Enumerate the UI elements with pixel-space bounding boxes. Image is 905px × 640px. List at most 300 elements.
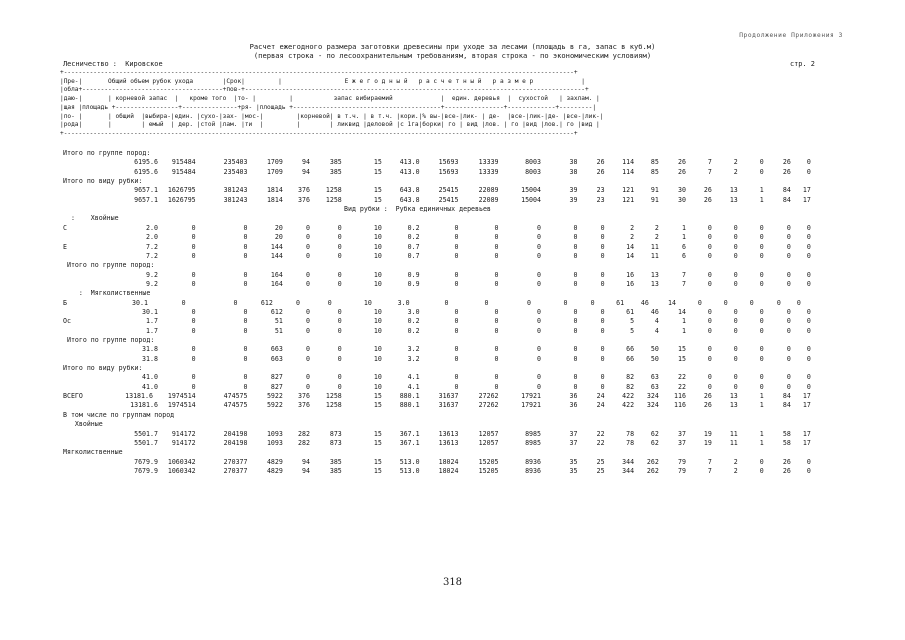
table-cell: 376 — [298, 195, 310, 204]
table-cell: 0 — [723, 298, 728, 307]
table-cell: 85 — [650, 167, 659, 176]
table-row — [0, 327, 905, 336]
table-cell: 0 — [494, 307, 499, 316]
table-cell: 5 — [630, 317, 635, 326]
table-row — [0, 299, 905, 308]
table-cell: 1974514 — [167, 401, 196, 410]
table-cell: 10 — [373, 223, 382, 232]
table-header-line: |рода| | | емый | дер. |стой |лам. |ти | | | ликвид |деловой |с 1га|борки| го | вид |лов. | го |вид |лов.| го |вид | — [60, 121, 600, 129]
table-cell: 0 — [337, 251, 342, 260]
table-cell: 0 — [573, 373, 578, 382]
table-cell: 827 — [270, 382, 283, 391]
table-cell: 46 — [650, 307, 659, 316]
table-cell: 37 — [677, 438, 686, 447]
table-cell: 0 — [454, 307, 459, 316]
document-subtitle: (первая строка - по лесоохранительным требованиям, вторая строка - по экономическим условиям) — [253, 51, 652, 60]
table-cell: 915484 — [171, 167, 196, 176]
table-cell: 0 — [786, 382, 791, 391]
table-cell: 0 — [454, 223, 459, 232]
table-cell: 0 — [759, 167, 764, 176]
table-cell: 116 — [674, 401, 686, 410]
table-cell: 1 — [759, 186, 764, 195]
table-row — [0, 168, 905, 177]
table-cell: 13 — [650, 279, 659, 288]
table-cell: 9657.1 — [134, 186, 158, 195]
table-cell: 0 — [454, 270, 459, 279]
table-row — [0, 458, 905, 467]
table-cell: 4.1 — [407, 373, 420, 382]
table-cell: 10 — [373, 242, 382, 251]
table-cell: 0 — [786, 326, 791, 335]
table-cell: 17 — [802, 401, 811, 410]
row-label: Хвойные — [63, 420, 103, 429]
table-cell: 10 — [373, 382, 382, 391]
table-cell: 0 — [191, 345, 196, 354]
table-cell: 37 — [569, 429, 578, 438]
table-cell: 51 — [274, 317, 283, 326]
table-row — [0, 401, 905, 410]
table-cell: 0 — [536, 382, 541, 391]
table-cell: 0 — [590, 298, 595, 307]
table-cell: 114 — [622, 167, 635, 176]
table-cell: 914172 — [171, 429, 196, 438]
table-cell: 0 — [454, 326, 459, 335]
table-cell: 474575 — [223, 392, 248, 401]
table-row — [0, 252, 905, 261]
table-cell: 15693 — [438, 167, 459, 176]
table-cell: 13339 — [478, 167, 499, 176]
row-label: Е — [63, 242, 67, 251]
table-cell: 3.0 — [407, 307, 420, 316]
table-cell: 6 — [681, 251, 686, 260]
table-cell: 12057 — [478, 438, 499, 447]
table-row — [0, 430, 905, 439]
table-cell: 0 — [536, 345, 541, 354]
table-cell: 0 — [337, 373, 342, 382]
table-cell: 0 — [600, 242, 605, 251]
table-cell: 0 — [759, 158, 764, 167]
table-cell: 20 — [274, 223, 283, 232]
table-cell: 144 — [270, 251, 283, 260]
table-cell: 0 — [786, 223, 791, 232]
table-cell: 0 — [806, 233, 811, 242]
table-cell: 0 — [759, 382, 764, 391]
table-cell: 0 — [454, 242, 459, 251]
table-cell: 1 — [681, 326, 686, 335]
table-cell: 84 — [782, 392, 791, 401]
table-cell: 7.2 — [146, 242, 158, 251]
table-cell: 11 — [650, 251, 659, 260]
table-cell: 0 — [806, 345, 811, 354]
table-cell: 62 — [650, 429, 659, 438]
table-cell: 0 — [243, 223, 248, 232]
table-cell: 0 — [573, 345, 578, 354]
forestry-name: Кировское — [125, 60, 163, 68]
table-cell: 17 — [802, 438, 811, 447]
table-cell: 26 — [703, 392, 712, 401]
table-cell: 15693 — [438, 158, 459, 167]
table-cell: 84 — [782, 186, 791, 195]
table-cell: 324 — [646, 392, 659, 401]
table-cell: 94 — [302, 466, 310, 475]
table-cell: 25 — [596, 457, 605, 466]
table-cell: 0 — [305, 251, 310, 260]
table-cell: 0 — [733, 307, 738, 316]
table-cell: 13181.6 — [130, 401, 158, 410]
table-header-line: +------------------------------------------------------------------------------------------------------------------------------------------+ — [60, 129, 578, 137]
table-cell: 10 — [373, 326, 382, 335]
table-cell: 6 — [681, 242, 686, 251]
table-cell: 10 — [373, 345, 382, 354]
table-cell: 0.7 — [407, 251, 420, 260]
table-cell: 7679.9 — [134, 457, 158, 466]
table-cell: 10 — [373, 233, 382, 242]
table-cell: 5501.7 — [134, 429, 158, 438]
table-cell: 25415 — [438, 186, 459, 195]
table-cell: 0.2 — [407, 326, 420, 335]
table-cell: 270377 — [223, 457, 248, 466]
table-cell: 0 — [600, 317, 605, 326]
table-cell: 121 — [622, 186, 635, 195]
table-cell: 0 — [191, 270, 196, 279]
table-group-heading — [0, 149, 905, 158]
table-row — [0, 233, 905, 242]
table-cell: 0 — [600, 279, 605, 288]
table-row — [0, 345, 905, 354]
table-cell: 144 — [270, 242, 283, 251]
table-cell: 0 — [806, 242, 811, 251]
table-cell: 4 — [654, 317, 659, 326]
table-cell: 344 — [622, 457, 635, 466]
table-cell: 0 — [305, 373, 310, 382]
table-cell: 0 — [243, 279, 248, 288]
table-cell: 26 — [782, 457, 791, 466]
table-cell: 1060342 — [167, 457, 196, 466]
table-cell: 30.1 — [142, 307, 158, 316]
table-cell: 0 — [806, 457, 811, 466]
row-label: Итого по виду рубки: — [63, 364, 143, 373]
table-cell: 643.8 — [399, 195, 420, 204]
table-group-heading — [0, 177, 905, 186]
table-cell: 1258 — [325, 186, 342, 195]
table-cell: 0 — [733, 345, 738, 354]
table-cell: 0 — [337, 354, 342, 363]
table-cell: 15 — [373, 158, 382, 167]
table-row — [0, 271, 905, 280]
table-group-heading — [0, 205, 905, 214]
table-cell: 15 — [373, 167, 382, 176]
table-cell: 14 — [626, 242, 635, 251]
table-cell: 1626795 — [167, 186, 196, 195]
table-cell: 5922 — [266, 392, 283, 401]
table-cell: 0 — [759, 457, 764, 466]
table-cell: 513.0 — [399, 466, 420, 475]
table-cell: 367.1 — [399, 429, 420, 438]
table-cell: 344 — [622, 466, 635, 475]
table-cell: 63 — [650, 373, 659, 382]
table-cell: 0 — [786, 251, 791, 260]
table-cell: 30 — [677, 195, 686, 204]
row-label: Итого по группе пород: — [63, 149, 151, 157]
table-cell: 0 — [295, 298, 300, 307]
table-cell: 0 — [494, 223, 499, 232]
table-cell: 0 — [191, 223, 196, 232]
table-cell: 15 — [373, 392, 382, 401]
table-cell: 0 — [305, 242, 310, 251]
table-cell: 27262 — [478, 392, 499, 401]
table-cell: 66 — [626, 345, 635, 354]
row-label: : Мягколиственные — [63, 289, 151, 298]
table-cell: 2 — [654, 233, 659, 242]
table-cell: 0 — [536, 326, 541, 335]
table-cell: 0 — [243, 242, 248, 251]
table-cell: 381243 — [223, 186, 248, 195]
table-cell: 26 — [782, 158, 791, 167]
table-header — [60, 69, 603, 139]
table-cell: 0 — [707, 251, 712, 260]
table-cell: 0 — [759, 223, 764, 232]
table-cell: 0.7 — [407, 242, 420, 251]
table-cell: 0 — [327, 298, 332, 307]
table-cell: 0 — [243, 326, 248, 335]
table-cell: 0 — [759, 345, 764, 354]
forestry-label: Лесничество : — [63, 60, 117, 68]
table-cell: 15 — [373, 466, 382, 475]
table-cell: 0 — [573, 251, 578, 260]
table-cell: 0 — [191, 373, 196, 382]
table-cell: 0 — [759, 373, 764, 382]
table-cell: 1 — [681, 317, 686, 326]
table-cell: 0 — [337, 317, 342, 326]
table-cell: 0 — [454, 317, 459, 326]
table-cell: 18024 — [438, 457, 459, 466]
table-cell: 66 — [626, 354, 635, 363]
table-cell: 24 — [596, 401, 605, 410]
table-cell: 0 — [494, 373, 499, 382]
table-cell: 36 — [569, 392, 578, 401]
table-cell: 270377 — [223, 466, 248, 475]
table-cell: 376 — [298, 186, 310, 195]
table-cell: 0 — [494, 345, 499, 354]
table-cell: 25415 — [438, 195, 459, 204]
table-cell: 4829 — [266, 457, 283, 466]
table-cell: 13 — [729, 401, 738, 410]
table-cell: 0 — [600, 251, 605, 260]
table-cell: 13 — [729, 186, 738, 195]
continuation-note: Продолжение Приложения 3 — [739, 32, 843, 39]
table-cell: 58 — [782, 438, 791, 447]
table-cell: 0 — [494, 251, 499, 260]
table-cell: 22089 — [478, 186, 499, 195]
table-cell: 0 — [305, 223, 310, 232]
table-cell: 827 — [270, 373, 283, 382]
table-cell: 116 — [674, 392, 686, 401]
table-cell: 0 — [786, 373, 791, 382]
table-cell: 282 — [298, 438, 310, 447]
table-cell: 0 — [806, 382, 811, 391]
table-cell: 58 — [782, 429, 791, 438]
table-cell: 7 — [681, 270, 686, 279]
table-cell: 0 — [337, 326, 342, 335]
table-cell: 13 — [650, 270, 659, 279]
table-cell: 0 — [536, 354, 541, 363]
table-cell: 2 — [733, 457, 738, 466]
table-row — [0, 158, 905, 167]
table-cell: 0.2 — [407, 233, 420, 242]
table-cell: 0 — [536, 223, 541, 232]
table-cell: 26 — [782, 167, 791, 176]
table-cell: 41.0 — [142, 382, 158, 391]
table-cell: 324 — [646, 401, 659, 410]
table-cell: 4.1 — [407, 382, 420, 391]
table-cell: 15 — [373, 429, 382, 438]
table-cell: 0 — [337, 307, 342, 316]
table-cell: 164 — [270, 270, 283, 279]
table-cell: 0 — [759, 466, 764, 475]
table-cell: 3.2 — [407, 345, 420, 354]
table-cell: 2 — [733, 167, 738, 176]
table-cell: 262 — [646, 466, 659, 475]
table-cell: 0 — [454, 279, 459, 288]
table-cell: 14 — [626, 251, 635, 260]
table-cell: 0 — [707, 279, 712, 288]
table-cell: 12057 — [478, 429, 499, 438]
table-cell: 0 — [191, 354, 196, 363]
table-cell: 31.8 — [142, 345, 158, 354]
table-cell: 0 — [573, 242, 578, 251]
table-cell: 663 — [270, 354, 283, 363]
table-cell: 15 — [373, 438, 382, 447]
table-cell: 0 — [536, 270, 541, 279]
table-cell: 36 — [569, 401, 578, 410]
table-cell: 26 — [596, 158, 605, 167]
table-group-heading — [0, 214, 905, 223]
table-cell: 0 — [305, 345, 310, 354]
table-cell: 0 — [707, 233, 712, 242]
table-cell: 4829 — [266, 466, 283, 475]
table-cell: 26 — [677, 167, 686, 176]
table-group-heading — [0, 289, 905, 298]
table-cell: 7 — [707, 158, 712, 167]
table-cell: 10 — [373, 354, 382, 363]
table-cell: 0 — [759, 279, 764, 288]
table-cell: 0 — [776, 298, 781, 307]
table-cell: 0 — [806, 326, 811, 335]
table-cell: 0 — [759, 307, 764, 316]
table-cell: 0 — [806, 354, 811, 363]
table-cell: 13 — [729, 195, 738, 204]
table-cell: 84 — [782, 195, 791, 204]
table-group-heading — [0, 364, 905, 373]
table-cell: 0 — [707, 373, 712, 382]
table-cell: 0 — [243, 373, 248, 382]
table-cell: 1060342 — [167, 466, 196, 475]
table-cell: 0 — [526, 298, 531, 307]
table-cell: 9657.1 — [134, 195, 158, 204]
table-cell: 0 — [806, 270, 811, 279]
table-cell: 31637 — [438, 392, 459, 401]
table-cell: 0 — [191, 317, 196, 326]
table-cell: 82 — [626, 382, 635, 391]
table-cell: 1 — [681, 223, 686, 232]
row-label: С — [63, 223, 67, 232]
page-number: 318 — [442, 577, 463, 588]
table-cell: 6195.6 — [134, 158, 158, 167]
table-cell: 0 — [454, 345, 459, 354]
table-cell: 0 — [786, 279, 791, 288]
table-cell: 1 — [759, 429, 764, 438]
table-cell: 0 — [707, 345, 712, 354]
table-cell: 0 — [806, 466, 811, 475]
table-cell: 61 — [616, 298, 625, 307]
table-cell: 78 — [626, 438, 635, 447]
table-cell: 15004 — [521, 186, 541, 195]
table-cell: 0 — [191, 233, 196, 242]
sheet-page-label: стр. 2 — [790, 60, 815, 68]
table-cell: 0 — [600, 354, 605, 363]
table-cell: 0 — [494, 270, 499, 279]
table-cell: 15004 — [521, 195, 541, 204]
table-cell: 10 — [373, 270, 382, 279]
table-cell: 873 — [329, 429, 342, 438]
table-cell: 235403 — [223, 158, 248, 167]
table-cell: 0 — [337, 382, 342, 391]
table-cell: 0 — [536, 279, 541, 288]
table-cell: 0 — [494, 382, 499, 391]
table-cell: 15 — [677, 354, 686, 363]
table-cell: 8936 — [525, 466, 541, 475]
table-cell: 15205 — [478, 466, 499, 475]
table-header-line: |Пре-| Общий объем рубок ухода |Срок| | Е ж е г о д н ы й р а с ч е т н ы й р а з м е р | — [60, 77, 585, 85]
table-cell: 0 — [600, 373, 605, 382]
table-cell: 474575 — [223, 401, 248, 410]
table-cell: 84 — [782, 401, 791, 410]
table-cell: 0 — [733, 279, 738, 288]
table-cell: 15205 — [478, 457, 499, 466]
table-cell: 0 — [600, 270, 605, 279]
table-cell: 0 — [243, 354, 248, 363]
table-cell: 0 — [806, 317, 811, 326]
table-row — [0, 317, 905, 326]
table-cell: 91 — [650, 186, 659, 195]
table-cell: 26 — [782, 466, 791, 475]
table-cell: 0 — [573, 279, 578, 288]
table-cell: 663 — [270, 345, 283, 354]
table-cell: 114 — [622, 158, 635, 167]
table-cell: 5 — [630, 326, 635, 335]
table-cell: 14 — [677, 307, 686, 316]
table-cell: 15 — [373, 401, 382, 410]
table-cell: 13613 — [438, 429, 459, 438]
table-cell: 13 — [729, 392, 738, 401]
table-cell: 26 — [596, 167, 605, 176]
table-cell: 0 — [600, 345, 605, 354]
table-cell: 0 — [305, 307, 310, 316]
table-cell: 31.8 — [142, 354, 158, 363]
table-cell: 0 — [243, 270, 248, 279]
table-cell: 25 — [596, 466, 605, 475]
table-cell: 0 — [494, 279, 499, 288]
table-cell: 235403 — [223, 167, 248, 176]
table-cell: 8985 — [525, 429, 541, 438]
table-cell: 1814 — [266, 195, 283, 204]
table-cell: 8003 — [525, 158, 541, 167]
table-cell: 91 — [650, 195, 659, 204]
table-cell: 1.7 — [146, 317, 158, 326]
table-cell: 376 — [298, 392, 310, 401]
table-cell: 0 — [494, 317, 499, 326]
table-cell: 2 — [630, 223, 635, 232]
